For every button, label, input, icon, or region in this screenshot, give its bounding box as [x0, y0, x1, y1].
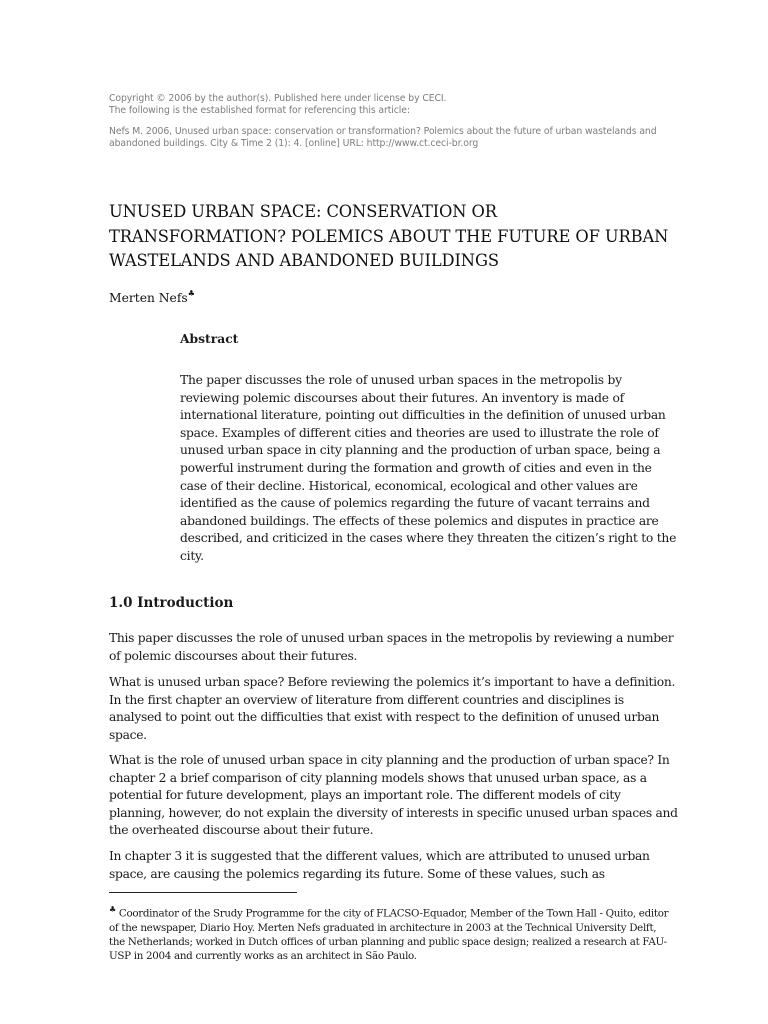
abstract-heading: Abstract [180, 331, 239, 346]
body-paragraph: What is the role of unused urban space in city planning and the production of urban space? In chapter 2 a brief comparison of city planning models shows that unused urban space, as a potential for future development, plays an important role. The different models of city planning, however, do not explain the diversity of interests in specific unused urban spaces and the overheated discourse about their future. [109, 753, 678, 838]
article-title: UNUSED URBAN SPACE: CONSERVATION OR TRANSFORMATION? POLEMICS ABOUT THE FUTURE OF URBAN WASTELANDS AND ABANDONED BUILDINGS [109, 202, 669, 270]
author-name: Merten Nefs [109, 291, 188, 306]
body-paragraph: In chapter 3 it is suggested that the different values, which are attributed to unused urban space, are causing the polemics regarding its future. Some of these values, such as [109, 849, 650, 881]
reference-format-line: The following is the established format for referencing this article: [109, 104, 410, 116]
body-paragraph: This paper discusses the role of unused urban spaces in the metropolis by reviewing a number of polemic discourses about their futures. [109, 631, 674, 663]
footnote-divider [109, 892, 297, 893]
introduction-heading: 1.0 Introduction [109, 595, 234, 611]
footnote-marker: ♣ [187, 289, 195, 298]
citation: Nefs M. 2006, Unused urban space: conservation or transformation? Polemics about the future of urban wastelands and abandoned buildings. City & Time 2 (1): 4. [online] URL: http://www.ct.ceci-br.org [109, 126, 657, 149]
copyright-notice [109, 93, 699, 149]
footnote [109, 903, 674, 963]
copyright-line: Copyright © 2006 by the author(s). Published here under license by CECI. [109, 93, 447, 104]
abstract-text: The paper discusses the role of unused urban spaces in the metropolis by reviewing polemic discourses about their futures. An inventory is made of international literature, pointing out difficulties in the definition of unused urban space. Examples of different cities and theories are used to illustrate the role of unused urban space in city planning and the production of urban space, being a powerful instrument during the formation and growth of cities and even in the case of their decline. Historical, economical, ecological and other values are identified as the cause of polemics regarding the future of vacant terrains and abandoned buildings. The effects of these polemics and disputes in practice are described, and criticized in the cases where they threaten the citizen’s right to the city. [180, 373, 677, 563]
body-paragraph: What is unused urban space? Before reviewing the polemics it’s important to have a definition. In the first chapter an overview of literature from different countries and disciplines is analysed to point out the difficulties that exist with respect to the definition of unused urban space. [109, 675, 676, 742]
author-line [109, 290, 195, 305]
footnote-text: Coordinator of the Srudy Programme for the city of FLACSO-Equador, Member of the Town Hall - Quito, editor of the newspaper, Diario Hoy. Merten Nefs graduated in architecture in 2003 at the Technical University Delft, the Netherlands; worked in Dutch offices of urban planning and public space design; realized a research at FAU-USP in 2004 and currently works as an architect in São Paulo. [109, 907, 669, 963]
footnote-mark: ♣ [109, 905, 116, 914]
